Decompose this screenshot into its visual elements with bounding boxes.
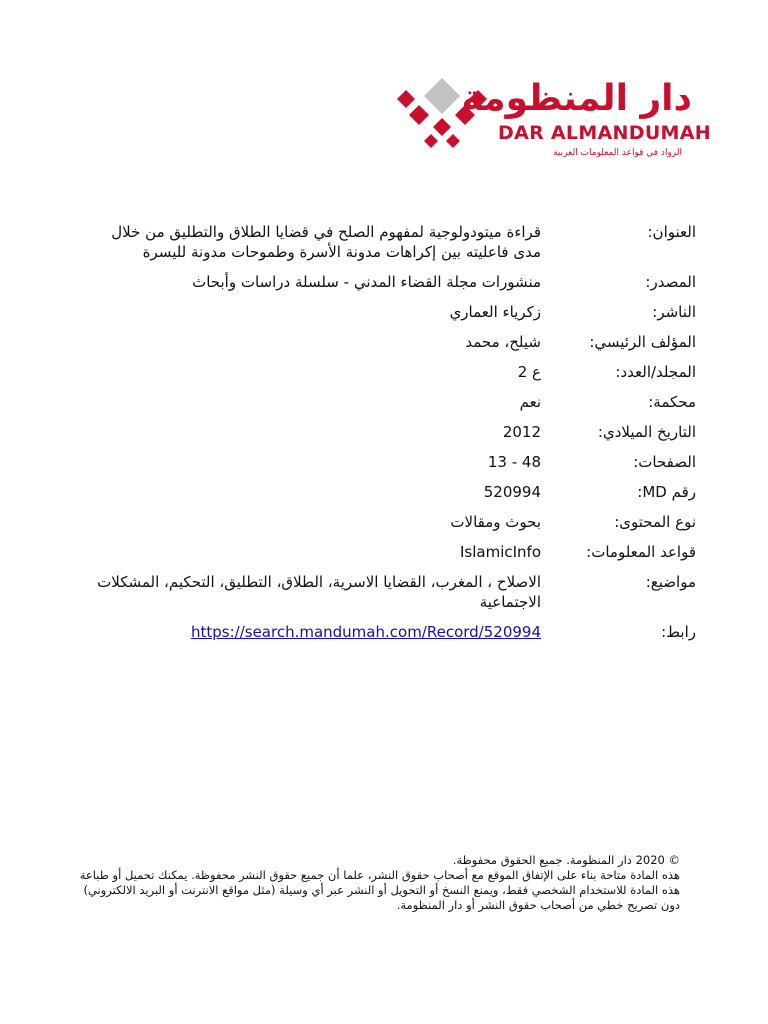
field-peer-reviewed bbox=[70, 392, 696, 412]
field-label: المؤلف الرئيسي: bbox=[589, 333, 696, 351]
pages-value bbox=[83, 452, 541, 472]
publisher-value: زكرياء العماري bbox=[449, 303, 541, 321]
logo-gray-diamond bbox=[424, 78, 460, 114]
databases-value: IslamicInfo bbox=[459, 543, 541, 561]
logo-red-diamond bbox=[409, 105, 429, 125]
field-label: العنوان: bbox=[647, 223, 696, 241]
logo-red-diamond bbox=[424, 134, 438, 148]
field-label: محكمة: bbox=[648, 393, 696, 411]
copyright-line: © 2020 دار المنظومة. جميع الحقوق محفوظة. bbox=[452, 853, 680, 867]
field-label: مواضيع: bbox=[645, 573, 696, 591]
field-pages bbox=[70, 452, 696, 472]
field-label: رقم MD: bbox=[637, 483, 696, 501]
field-subjects bbox=[70, 572, 696, 612]
field-label: رابط: bbox=[661, 623, 696, 641]
field-link bbox=[70, 622, 696, 642]
field-content-type bbox=[70, 512, 696, 532]
copyright-footer bbox=[64, 853, 680, 913]
field-author bbox=[70, 332, 696, 352]
field-title bbox=[70, 222, 696, 262]
field-volume-issue bbox=[70, 362, 696, 382]
field-label: المجلد/العدد: bbox=[615, 363, 696, 381]
md-number-value: 520994 bbox=[483, 483, 541, 501]
field-publisher bbox=[70, 302, 696, 322]
field-label: المصدر: bbox=[645, 273, 696, 291]
field-label: الناشر: bbox=[652, 303, 696, 321]
record-metadata bbox=[70, 222, 696, 642]
field-md-number bbox=[70, 482, 696, 502]
title-value: قراءة ميتودولوجية لمفهوم الصلح في قضايا الطلاق والتطليق من خلال مدى فاعليته بين إكراهات مدونة الأسرة وطموحات مدونة لليسرة bbox=[111, 223, 541, 261]
field-source bbox=[70, 272, 696, 292]
subjects-value: الاصلاح ، المغرب، القضايا الاسرية، الطلاق، التطليق، التحكيم، المشكلات الاجتماعية bbox=[97, 573, 541, 611]
peer-reviewed-value: نعم bbox=[519, 393, 541, 411]
source-value: منشورات مجلة القضاء المدني - سلسلة دراسات وأبحاث bbox=[192, 273, 541, 291]
field-label: قواعد المعلومات: bbox=[586, 543, 696, 561]
field-label: التاريخ الميلادي: bbox=[597, 423, 696, 441]
field-label: نوع المحتوى: bbox=[614, 513, 696, 531]
year-value: 2012 bbox=[502, 423, 541, 441]
record-link[interactable]: https://search.mandumah.com/Record/520994 bbox=[190, 623, 541, 641]
pages-range: 13 - 48 bbox=[487, 453, 541, 471]
content-type-value: بحوث ومقالات bbox=[450, 513, 541, 531]
field-year bbox=[70, 422, 696, 442]
logo-arabic-name: دار المنظومة bbox=[461, 78, 692, 119]
author-value: شيلح، محمد bbox=[465, 333, 541, 351]
logo-red-diamond bbox=[446, 134, 460, 148]
field-label: الصفحات: bbox=[633, 453, 696, 471]
logo-tagline: الرواد في قواعد المعلومات العربية bbox=[553, 148, 682, 158]
field-databases bbox=[70, 542, 696, 562]
logo-red-diamond bbox=[397, 90, 415, 108]
logo-red-diamond bbox=[433, 118, 451, 136]
usage-notice: هذه المادة متاحة بناء على الإتفاق الموقع مع أصحاب حقوق النشر، علما أن جميع حقوق النشر محفوظة. يمكنك تحميل أو طباعة هذه المادة للاستخدام الشخصي فقط، ويمنع النسخ أو التحويل أو النشر عبر أي وسيلة (مثل مواقع الانترنت أو البريد الالكتروني) دون تصريح خطي من أصحاب حقوق النشر أو دار المنظومة. bbox=[79, 868, 680, 912]
link-value bbox=[83, 622, 541, 642]
publisher-logo bbox=[392, 74, 711, 164]
logo-latin-name: DAR ALMANDUMAH bbox=[498, 122, 711, 144]
volume-issue-value: ع 2 bbox=[517, 363, 541, 381]
